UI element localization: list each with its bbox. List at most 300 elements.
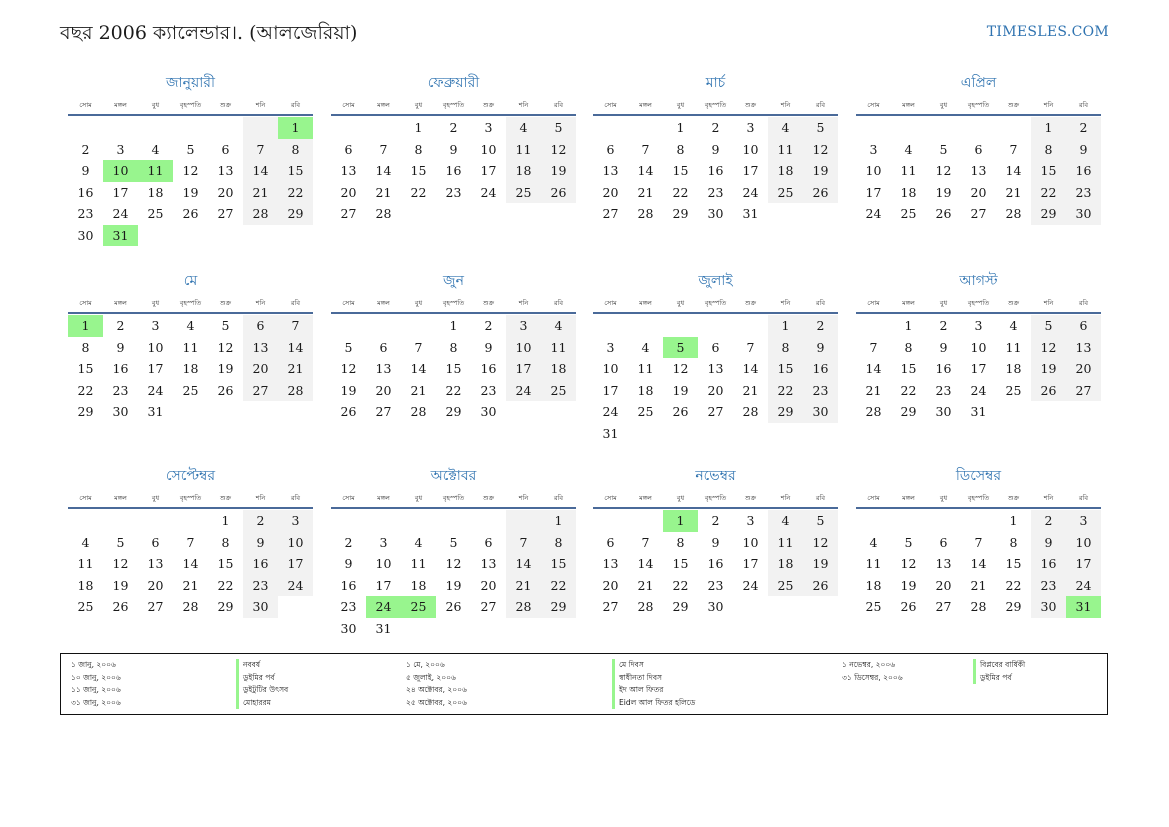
day-cell: 1 bbox=[676, 120, 685, 135]
day-cell: 26 bbox=[1031, 380, 1066, 402]
weekday-label: বৃহস্পতি bbox=[704, 299, 727, 307]
day-cell: 18 bbox=[410, 577, 427, 593]
weekday-label: শুক্র bbox=[1007, 101, 1020, 109]
empty-cell bbox=[506, 510, 541, 532]
day-cell: 5 bbox=[803, 510, 838, 532]
day-cell: 8 bbox=[676, 534, 685, 550]
day-cell: 7 bbox=[869, 339, 878, 355]
weekday-header bbox=[331, 297, 576, 314]
weekday-label: শুক্র bbox=[482, 299, 495, 307]
day-cell: 20 bbox=[935, 577, 952, 593]
empty-cell bbox=[628, 423, 663, 445]
holiday-date: ১০ জানু, ২০০৬ bbox=[71, 672, 121, 682]
day-cell: 20 bbox=[707, 382, 724, 398]
day-cell: 16 bbox=[707, 163, 724, 178]
day-cell: 9 bbox=[939, 339, 948, 355]
day-cell: 4 bbox=[768, 117, 803, 139]
day-grid bbox=[856, 315, 1101, 423]
day-cell: 17 bbox=[147, 361, 164, 376]
day-cell: 22 bbox=[672, 577, 689, 593]
empty-cell bbox=[663, 423, 698, 445]
day-cell: 25 bbox=[541, 380, 576, 402]
day-cell: 8 bbox=[1009, 534, 1018, 550]
day-cell: 7 bbox=[278, 315, 313, 337]
day-cell: 30 bbox=[935, 404, 952, 419]
empty-cell bbox=[138, 225, 173, 247]
day-cell: 19 bbox=[1031, 358, 1066, 380]
empty-cell bbox=[401, 510, 436, 532]
day-grid bbox=[856, 117, 1101, 225]
empty-cell bbox=[366, 510, 401, 532]
day-cell: 4 bbox=[768, 510, 803, 532]
day-cell: 5 bbox=[904, 534, 913, 550]
day-cell: 15 bbox=[672, 556, 689, 571]
day-cell: 29 bbox=[1005, 599, 1022, 614]
month-block bbox=[593, 466, 838, 618]
month-title: জুন bbox=[443, 273, 464, 289]
day-cell: 6 bbox=[243, 315, 278, 337]
day-cell: 24 bbox=[602, 404, 619, 419]
weekday-label: শনি bbox=[780, 494, 791, 502]
day-cell: 1 bbox=[768, 315, 803, 337]
empty-cell bbox=[471, 618, 506, 640]
weekday-label: বুধ bbox=[939, 494, 948, 502]
day-cell: 15 bbox=[672, 163, 689, 178]
day-cell: 2 bbox=[711, 513, 720, 528]
day-grid bbox=[593, 315, 838, 444]
day-cell: 29 bbox=[541, 596, 576, 618]
day-cell: 14 bbox=[375, 163, 392, 178]
day-cell: 9 bbox=[81, 163, 90, 178]
day-cell: 29 bbox=[672, 206, 689, 221]
day-cell: 2 bbox=[1031, 510, 1066, 532]
holiday-day-cell: 5 bbox=[663, 337, 698, 359]
empty-cell bbox=[593, 315, 628, 337]
day-cell: 5 bbox=[116, 534, 125, 550]
day-cell: 29 bbox=[1031, 203, 1066, 225]
weekday-label: বৃহস্পতি bbox=[967, 101, 990, 109]
day-cell: 17 bbox=[375, 577, 392, 593]
empty-cell bbox=[471, 203, 506, 225]
day-cell: 4 bbox=[869, 534, 878, 550]
day-cell: 28 bbox=[182, 599, 199, 614]
day-cell: 18 bbox=[1005, 361, 1022, 376]
empty-cell bbox=[208, 225, 243, 247]
empty-cell bbox=[278, 596, 313, 618]
day-cell: 11 bbox=[506, 139, 541, 161]
day-cell: 11 bbox=[768, 532, 803, 554]
day-cell: 29 bbox=[445, 404, 462, 419]
day-cell: 13 bbox=[217, 163, 234, 178]
empty-cell bbox=[401, 315, 436, 337]
holiday-name: স্বাধীনতা দিবস bbox=[612, 672, 695, 685]
day-cell: 17 bbox=[1066, 553, 1101, 575]
day-cell: 7 bbox=[974, 534, 983, 550]
day-cell: 2 bbox=[81, 141, 90, 157]
day-cell: 3 bbox=[484, 120, 493, 135]
day-cell: 6 bbox=[151, 534, 160, 550]
empty-cell bbox=[803, 596, 838, 618]
day-cell: 15 bbox=[445, 361, 462, 376]
day-cell: 19 bbox=[803, 160, 838, 182]
day-cell: 15 bbox=[1031, 160, 1066, 182]
day-cell: 6 bbox=[1066, 315, 1101, 337]
day-cell: 5 bbox=[541, 117, 576, 139]
holiday-date-column bbox=[406, 659, 467, 709]
empty-cell bbox=[506, 618, 541, 640]
weekday-label: সোম bbox=[867, 101, 880, 109]
day-cell: 29 bbox=[77, 404, 94, 419]
day-cell: 12 bbox=[900, 556, 917, 571]
day-cell: 10 bbox=[480, 141, 497, 157]
day-cell: 13 bbox=[480, 556, 497, 571]
day-cell: 23 bbox=[340, 599, 357, 614]
day-cell: 21 bbox=[506, 575, 541, 597]
day-cell: 12 bbox=[217, 339, 234, 355]
weekday-label: শনি bbox=[518, 494, 529, 502]
weekday-label: মঙ্গল bbox=[114, 494, 127, 502]
weekday-header bbox=[331, 99, 576, 116]
month-title: নভেম্বর bbox=[695, 468, 736, 484]
day-cell: 30 bbox=[480, 404, 497, 419]
day-cell: 7 bbox=[243, 139, 278, 161]
day-cell: 7 bbox=[746, 339, 755, 355]
day-cell: 7 bbox=[506, 532, 541, 554]
day-cell: 28 bbox=[506, 596, 541, 618]
weekday-label: মঙ্গল bbox=[114, 101, 127, 109]
day-cell: 21 bbox=[637, 577, 654, 593]
day-cell: 3 bbox=[151, 318, 160, 333]
empty-cell bbox=[366, 315, 401, 337]
day-cell: 21 bbox=[375, 184, 392, 200]
day-cell: 27 bbox=[1066, 380, 1101, 402]
holiday-name-column bbox=[612, 659, 695, 709]
day-cell: 28 bbox=[1005, 206, 1022, 221]
month-block bbox=[331, 466, 576, 639]
weekday-header bbox=[593, 99, 838, 116]
day-cell: 25 bbox=[768, 575, 803, 597]
day-cell: 18 bbox=[77, 577, 94, 593]
empty-cell bbox=[103, 117, 138, 139]
day-cell: 16 bbox=[935, 361, 952, 376]
month-title: ফেব্রুয়ারী bbox=[427, 75, 480, 91]
weekday-label: শনি bbox=[1043, 494, 1054, 502]
day-cell: 12 bbox=[803, 532, 838, 554]
day-cell: 31 bbox=[970, 404, 987, 419]
month-block bbox=[331, 73, 576, 225]
day-cell: 25 bbox=[77, 599, 94, 614]
holiday-name: ডুইমির পর্ব bbox=[236, 672, 288, 685]
day-cell: 28 bbox=[637, 599, 654, 614]
day-cell: 10 bbox=[742, 534, 759, 550]
holiday-name: বিপ্লবের বার্ষিকী bbox=[973, 659, 1025, 672]
day-cell: 27 bbox=[707, 404, 724, 419]
holiday-date: ১ মে, ২০০৬ bbox=[406, 660, 445, 669]
weekday-label: রবি bbox=[290, 101, 301, 109]
weekday-label: মঙ্গল bbox=[639, 101, 652, 109]
day-cell: 28 bbox=[278, 380, 313, 402]
day-cell: 17 bbox=[970, 361, 987, 376]
day-cell: 8 bbox=[904, 339, 913, 355]
day-cell: 23 bbox=[1031, 575, 1066, 597]
day-cell: 3 bbox=[606, 339, 615, 355]
empty-cell bbox=[243, 225, 278, 247]
day-cell: 16 bbox=[77, 184, 94, 200]
day-cell: 18 bbox=[900, 184, 917, 200]
day-cell: 24 bbox=[278, 575, 313, 597]
day-cell: 14 bbox=[865, 361, 882, 376]
day-cell: 27 bbox=[602, 206, 619, 221]
weekday-label: মঙ্গল bbox=[639, 299, 652, 307]
holiday-date: ১ জানু, ২০০৬ bbox=[71, 660, 116, 669]
brand-link[interactable]: TIMESLES.COM bbox=[986, 24, 1109, 40]
day-cell: 8 bbox=[541, 532, 576, 554]
day-cell: 17 bbox=[480, 163, 497, 178]
day-cell: 1 bbox=[904, 318, 913, 333]
day-cell: 20 bbox=[1066, 358, 1101, 380]
weekday-label: বুধ bbox=[939, 101, 948, 109]
day-cell: 11 bbox=[1005, 339, 1022, 355]
weekday-label: শনি bbox=[1043, 299, 1054, 307]
weekday-label: সোম bbox=[867, 494, 880, 502]
month-title: জানুয়ারী bbox=[166, 75, 215, 91]
day-cell: 27 bbox=[217, 206, 234, 221]
empty-cell bbox=[593, 510, 628, 532]
day-cell: 1 bbox=[1031, 117, 1066, 139]
day-cell: 9 bbox=[449, 141, 458, 157]
day-cell: 7 bbox=[379, 141, 388, 157]
day-cell: 24 bbox=[506, 380, 541, 402]
empty-cell bbox=[436, 618, 471, 640]
holiday-date: ২৫ অক্টোবর, ২০০৬ bbox=[406, 697, 467, 707]
day-cell: 13 bbox=[935, 556, 952, 571]
day-cell: 1 bbox=[541, 510, 576, 532]
month-block bbox=[593, 271, 838, 444]
day-cell: 23 bbox=[77, 206, 94, 221]
day-cell: 26 bbox=[900, 599, 917, 614]
day-cell: 11 bbox=[182, 339, 199, 355]
weekday-label: রবি bbox=[1078, 101, 1089, 109]
weekday-label: সোম bbox=[79, 101, 92, 109]
day-cell: 14 bbox=[243, 160, 278, 182]
day-cell: 29 bbox=[900, 404, 917, 419]
day-cell: 11 bbox=[637, 361, 654, 376]
day-cell: 22 bbox=[217, 577, 234, 593]
empty-cell bbox=[243, 401, 278, 423]
empty-cell bbox=[891, 117, 926, 139]
day-cell: 15 bbox=[541, 553, 576, 575]
weekday-label: বুধ bbox=[414, 299, 423, 307]
weekday-label: সোম bbox=[79, 494, 92, 502]
day-cell: 21 bbox=[1005, 184, 1022, 200]
holiday-day-cell: 31 bbox=[1066, 596, 1101, 618]
day-cell: 12 bbox=[340, 361, 357, 376]
day-cell: 30 bbox=[243, 596, 278, 618]
day-cell: 16 bbox=[480, 361, 497, 376]
day-cell: 18 bbox=[865, 577, 882, 593]
holiday-date: ১১ জানু, ২০০৬ bbox=[71, 685, 121, 694]
empty-cell bbox=[856, 315, 891, 337]
weekday-label: সোম bbox=[867, 299, 880, 307]
holiday-date: ৩১ জানু, ২০০৬ bbox=[71, 697, 121, 707]
day-cell: 21 bbox=[410, 382, 427, 398]
day-cell: 4 bbox=[151, 141, 160, 157]
weekday-label: বুধ bbox=[151, 494, 160, 502]
day-cell: 6 bbox=[939, 534, 948, 550]
empty-cell bbox=[856, 117, 891, 139]
empty-cell bbox=[1066, 401, 1101, 423]
weekday-label: শুক্র bbox=[219, 101, 232, 109]
day-cell: 9 bbox=[711, 534, 720, 550]
day-cell: 14 bbox=[410, 361, 427, 376]
empty-cell bbox=[278, 225, 313, 247]
day-cell: 6 bbox=[606, 141, 615, 157]
day-cell: 30 bbox=[112, 404, 129, 419]
empty-cell bbox=[768, 596, 803, 618]
empty-cell bbox=[733, 596, 768, 618]
day-grid bbox=[68, 315, 313, 423]
weekday-label: বুধ bbox=[151, 101, 160, 109]
day-cell: 4 bbox=[541, 315, 576, 337]
day-cell: 4 bbox=[904, 141, 913, 157]
day-cell: 10 bbox=[742, 141, 759, 157]
day-cell: 14 bbox=[637, 163, 654, 178]
day-cell: 23 bbox=[243, 575, 278, 597]
holiday-day-cell: 31 bbox=[103, 225, 138, 247]
weekday-label: বৃহস্পতি bbox=[967, 494, 990, 502]
empty-cell bbox=[733, 315, 768, 337]
weekday-label: বৃহস্পতি bbox=[179, 494, 202, 502]
empty-cell bbox=[103, 510, 138, 532]
empty-cell bbox=[856, 510, 891, 532]
day-cell: 9 bbox=[1066, 139, 1101, 161]
day-cell: 30 bbox=[707, 206, 724, 221]
day-cell: 14 bbox=[970, 556, 987, 571]
day-cell: 24 bbox=[147, 382, 164, 398]
weekday-label: বৃহস্পতি bbox=[442, 494, 465, 502]
empty-cell bbox=[803, 423, 838, 445]
day-cell: 2 bbox=[243, 510, 278, 532]
weekday-label: বুধ bbox=[151, 299, 160, 307]
weekday-label: সোম bbox=[604, 101, 617, 109]
empty-cell bbox=[1031, 401, 1066, 423]
empty-cell bbox=[663, 315, 698, 337]
day-cell: 11 bbox=[77, 556, 94, 571]
day-cell: 21 bbox=[742, 382, 759, 398]
day-cell: 13 bbox=[707, 361, 724, 376]
holiday-name: ইদ আল ফিতর bbox=[612, 684, 695, 697]
day-cell: 23 bbox=[803, 380, 838, 402]
empty-cell bbox=[541, 618, 576, 640]
day-cell: 19 bbox=[803, 553, 838, 575]
day-cell: 2 bbox=[939, 318, 948, 333]
day-cell: 6 bbox=[221, 141, 230, 157]
weekday-label: বুধ bbox=[939, 299, 948, 307]
empty-cell bbox=[698, 423, 733, 445]
day-cell: 31 bbox=[742, 206, 759, 221]
day-cell: 27 bbox=[340, 206, 357, 221]
weekday-label: রবি bbox=[1078, 299, 1089, 307]
day-cell: 26 bbox=[445, 599, 462, 614]
empty-cell bbox=[891, 510, 926, 532]
month-block bbox=[68, 466, 313, 618]
day-cell: 13 bbox=[970, 163, 987, 178]
day-cell: 8 bbox=[414, 141, 423, 157]
day-cell: 26 bbox=[541, 182, 576, 204]
day-cell: 23 bbox=[935, 382, 952, 398]
empty-cell bbox=[506, 203, 541, 225]
day-cell: 25 bbox=[1005, 382, 1022, 398]
weekday-label: মঙ্গল bbox=[902, 494, 915, 502]
weekday-label: বুধ bbox=[676, 101, 685, 109]
holiday-date: ১ নভেম্বর, ২০০৬ bbox=[842, 660, 896, 669]
day-cell: 22 bbox=[77, 382, 94, 398]
empty-cell bbox=[996, 117, 1031, 139]
day-cell: 9 bbox=[803, 337, 838, 359]
day-cell: 27 bbox=[243, 380, 278, 402]
day-cell: 16 bbox=[340, 577, 357, 593]
day-cell: 29 bbox=[672, 599, 689, 614]
day-cell: 12 bbox=[672, 361, 689, 376]
day-cell: 3 bbox=[116, 141, 125, 157]
day-cell: 26 bbox=[803, 182, 838, 204]
day-cell: 5 bbox=[449, 534, 458, 550]
day-cell: 16 bbox=[1066, 160, 1101, 182]
day-cell: 10 bbox=[970, 339, 987, 355]
day-cell: 22 bbox=[410, 184, 427, 200]
day-cell: 26 bbox=[112, 599, 129, 614]
day-cell: 29 bbox=[768, 401, 803, 423]
day-cell: 19 bbox=[541, 160, 576, 182]
day-cell: 3 bbox=[869, 141, 878, 157]
weekday-label: শনি bbox=[255, 494, 266, 502]
holiday-name: মোহাররম bbox=[236, 697, 288, 710]
day-cell: 30 bbox=[1066, 203, 1101, 225]
empty-cell bbox=[471, 510, 506, 532]
day-cell: 21 bbox=[182, 577, 199, 593]
day-cell: 29 bbox=[278, 203, 313, 225]
empty-cell bbox=[138, 117, 173, 139]
weekday-header bbox=[68, 99, 313, 116]
day-cell: 8 bbox=[221, 534, 230, 550]
day-cell: 17 bbox=[865, 184, 882, 200]
empty-cell bbox=[68, 117, 103, 139]
day-grid bbox=[331, 510, 576, 639]
day-cell: 1 bbox=[221, 513, 230, 528]
weekday-label: মঙ্গল bbox=[902, 101, 915, 109]
day-cell: 31 bbox=[147, 404, 164, 419]
day-cell: 10 bbox=[602, 361, 619, 376]
weekday-label: শনি bbox=[780, 299, 791, 307]
day-cell: 10 bbox=[147, 339, 164, 355]
day-cell: 19 bbox=[672, 382, 689, 398]
empty-cell bbox=[401, 203, 436, 225]
day-cell: 24 bbox=[742, 184, 759, 200]
day-grid bbox=[331, 117, 576, 225]
day-cell: 9 bbox=[116, 339, 125, 355]
day-cell: 2 bbox=[449, 120, 458, 135]
day-cell: 6 bbox=[606, 534, 615, 550]
day-cell: 15 bbox=[900, 361, 917, 376]
day-cell: 4 bbox=[506, 117, 541, 139]
day-cell: 21 bbox=[243, 182, 278, 204]
day-cell: 9 bbox=[243, 532, 278, 554]
empty-cell bbox=[961, 510, 996, 532]
day-cell: 13 bbox=[602, 556, 619, 571]
day-cell: 6 bbox=[484, 534, 493, 550]
weekday-label: শুক্র bbox=[1007, 299, 1020, 307]
weekday-label: শুক্র bbox=[482, 101, 495, 109]
